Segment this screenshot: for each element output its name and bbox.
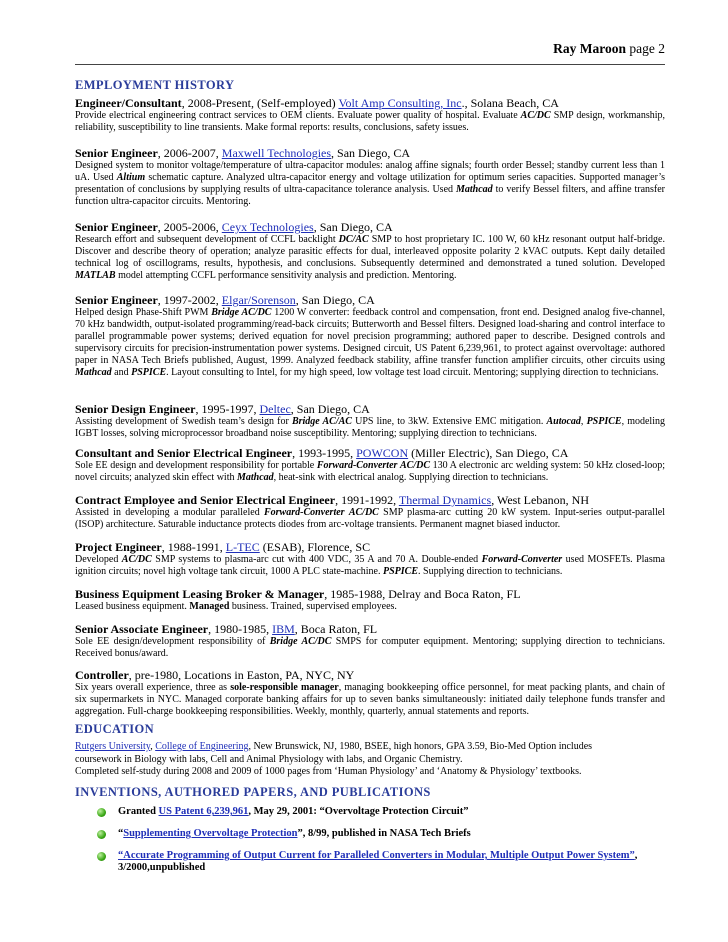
job-title-line bbox=[75, 540, 665, 554]
job-entry bbox=[75, 622, 665, 660]
job-title-line bbox=[75, 668, 665, 682]
job-role: Project Engineer bbox=[75, 540, 162, 554]
education-block: Rutgers University, College of Engineering, New Brunswick, NJ, 1980, BSEE, high honors, GPA 3.59, Bio-Med Option includes coursework in Biology with labs, Cell and Animal Physiology with labs, and Organic Chemistry. Completed self-study during 2008 and 2009 of 1000 pages from ‘Human Physiology’ and ‘Anatomy & Physiology’ textbooks. bbox=[75, 741, 593, 777]
bullet-icon bbox=[97, 830, 106, 839]
job-title-line bbox=[75, 622, 665, 636]
job-role: Engineer/Consultant bbox=[75, 96, 182, 110]
job-dates: , 1991-1992, bbox=[335, 493, 399, 507]
education-line2: coursework in Biology with labs, Cell and Animal Physiology with labs, and Organic Chemistry. bbox=[75, 753, 463, 765]
job-dates: , 2008-Present, (Self-employed) bbox=[181, 96, 339, 110]
company-link[interactable]: Volt Amp Consulting, Inc bbox=[338, 96, 462, 110]
job-entry bbox=[75, 540, 665, 578]
job-title-line bbox=[75, 220, 665, 234]
job-location: , San Diego, CA bbox=[313, 220, 393, 234]
company-link[interactable]: IBM bbox=[272, 622, 295, 636]
job-entry bbox=[75, 220, 665, 282]
job-description bbox=[75, 636, 665, 660]
patent-link[interactable]: US Patent 6,239,961 bbox=[158, 806, 249, 817]
job-description bbox=[75, 682, 665, 718]
job-entry bbox=[75, 493, 665, 531]
job-description bbox=[75, 307, 665, 379]
college-link[interactable]: College of Engineering bbox=[155, 741, 249, 752]
job-entry bbox=[75, 293, 665, 379]
university-link[interactable]: Rutgers University bbox=[75, 741, 151, 752]
paper-link-overvoltage[interactable]: Supplementing Overvoltage Protection bbox=[123, 828, 298, 839]
job-role: Senior Engineer bbox=[75, 220, 158, 234]
job-role: Senior Associate Engineer bbox=[75, 622, 209, 636]
description-text: Six years overall experience, three as sole-responsible manager, managing bookkeeping office personnel, for meat packing plants, and chain of six supermarkets in NYC. Managed corporate banking affairs for up to seven banks simultaneously: initiated daily telephone funds transfer and aggregation. Full-charge bookkeeping responsibilities. Weekly, monthly, quarterly, annual statements and reports. bbox=[75, 682, 665, 717]
education-line1: , New Brunswick, NJ, 1980, BSEE, high honors, GPA 3.59, Bio-Med Option includes bbox=[248, 741, 593, 752]
job-dates: , 2005-2006, bbox=[157, 220, 222, 234]
job-title-line bbox=[75, 493, 665, 507]
job-description bbox=[75, 507, 665, 531]
author-name: Ray Maroon bbox=[553, 41, 627, 56]
job-dates: , 1993-1995, bbox=[292, 446, 357, 460]
job-location: , San Diego, CA bbox=[295, 293, 375, 307]
job-description bbox=[75, 110, 665, 134]
job-role: Senior Design Engineer bbox=[75, 402, 196, 416]
page-number: page 2 bbox=[629, 41, 665, 56]
job-dates: , 1995-1997, bbox=[195, 402, 260, 416]
company-link[interactable]: POWCON bbox=[356, 446, 409, 460]
job-description bbox=[75, 416, 665, 440]
job-entry bbox=[75, 96, 665, 134]
job-title-line bbox=[75, 587, 665, 601]
description-text: Designed system to monitor voltage/temperature of ultra-capacitor modules: analog affine signals; fourth order Bessel; standby current less than 1 uA. Used Altium schematic capture. Analyzed ultra-capacitor energy and voltage utilization for optimum series capacities. Supported manager’s presentation of conclusions by supplying results of ultra-capacitance tolerance analysis. Used Mathcad to verify Bessel filters, and affine transfer function ultra-capacitor circuits. Mentoring. bbox=[75, 160, 665, 207]
description-text: Leased business equipment. Managed business. Trained, supervised employees. bbox=[75, 601, 397, 612]
job-description bbox=[75, 554, 665, 578]
job-description bbox=[75, 160, 665, 208]
job-title-line bbox=[75, 402, 665, 416]
job-title-line bbox=[75, 96, 665, 110]
description-text: Helped design Phase-Shift PWM Bridge AC/DC 1200 W converter: feedback control and compensation, front end. Designed analog five-channel, 70 kHz bandwidth, output-isolated programming/read-back circuits; Butterworth and Bessel filters. Designed load-sharing and control interface to parallel programmable power systems; derived equation for novel precision programming; authored paper to describe. Designed controls and supervisory circuits for precision-instrumentation power systems. Designed circuit, US Patent 6,239,961, to protect against overvoltage: authored paper in NASA Tech Briefs published, August, 1999. Analyzed feedback stability, affine transfer function amplifier circuits, other circuits using Mathcad and PSPICE. Layout consulting to Intel, for my high speed, low voltage test load circuit. Mentoring; supplying direction to technicians. bbox=[75, 307, 665, 378]
job-dates: , 2006-2007, bbox=[157, 146, 222, 160]
job-entry bbox=[75, 146, 665, 208]
description-text: Provide electrical engineering contract services to OEM clients. Evaluate power quality of hospital. Evaluate AC/DC SMP design, workmanship, reliability, susceptibility to line transients. Make formal reports: results, conclusions, safety issues. bbox=[75, 110, 665, 133]
description-text: Assisting development of Swedish team’s design for Bridge AC/AC UPS line, to 3kW. Extensive EMC mitigation. Autocad, PSPICE, modeling IGBT losses, solving microprocessor broadband noise susceptibility. Mentoring; supplying direction to technicians. bbox=[75, 416, 665, 439]
company-link[interactable]: Maxwell Technologies bbox=[221, 146, 332, 160]
job-description bbox=[75, 234, 665, 282]
company-link[interactable]: Elgar/Sorenson bbox=[221, 293, 296, 307]
job-location: , Boca Raton, FL bbox=[294, 622, 378, 636]
description-text: Research effort and subsequent development of CCFL backlight DC/AC SMP to host proprietary IC. 100 W, 60 kHz resonant output half-bridge. Discover and describe theory of operation; analyze parasitic effects for dual, interleaved opposite polarity 2 kVAC outputs. Kept daily detailed technical log of oscillograms, results, hypothesis, and conclusions. Subsequently determined and demonstrated a tuned solution. Developed MATLAB model attempting CCFL performance sensitivity analysis and prediction. Mentoring. bbox=[75, 234, 665, 281]
job-entry bbox=[75, 668, 665, 718]
bullet-icon bbox=[97, 808, 106, 817]
inventions-list bbox=[97, 806, 667, 884]
job-location: (ESAB), Florence, SC bbox=[259, 540, 371, 554]
list-item: Granted US Patent 6,239,961, May 29, 2001: “Overvoltage Protection Circuit” bbox=[97, 806, 667, 818]
job-entry bbox=[75, 446, 665, 484]
job-role: Controller bbox=[75, 668, 129, 682]
job-description bbox=[75, 460, 665, 484]
job-dates: , 1997-2002, bbox=[157, 293, 222, 307]
job-dates: , 1985-1988, Delray and Boca Raton, FL bbox=[324, 587, 521, 601]
bullet-icon bbox=[97, 852, 106, 861]
section-employment: EMPLOYMENT HISTORY bbox=[75, 78, 235, 92]
education-line3: Completed self-study during 2008 and 2009 of 1000 pages from ‘Human Physiology’ and ‘Anatomy & Physiology’ textbooks. bbox=[75, 766, 582, 777]
description-text: Sole EE design and development responsibility for portable Forward-Converter AC/DC 130 A electronic arc welding system: 50 kHz closed-loop; novel circuits; analyzed skin effect with Mathcad, heat-sink with electrical analog. Supplying direction to technicians. bbox=[75, 460, 666, 483]
description-text: Sole EE design/development responsibility of Bridge AC/DC SMPS for computer equipment. Mentoring; supplying direction to technicians. Received bonus/award. bbox=[75, 636, 666, 659]
company-link[interactable]: Deltec bbox=[259, 402, 291, 416]
company-link[interactable]: Thermal Dynamics bbox=[398, 493, 492, 507]
paper-link-programming[interactable]: “Accurate Programming of Output Current for Paralleled Converters in Modular, Multiple Output Power System” bbox=[118, 850, 635, 861]
job-role: Senior Engineer bbox=[75, 146, 158, 160]
job-location: , West Lebanon, NH bbox=[491, 493, 589, 507]
section-education: EDUCATION bbox=[75, 722, 155, 736]
job-role: Business Equipment Leasing Broker & Manager bbox=[75, 587, 325, 601]
job-role: Contract Employee and Senior Electrical Engineer bbox=[75, 493, 336, 507]
page-header bbox=[553, 41, 665, 57]
job-description bbox=[75, 601, 665, 613]
job-entry bbox=[75, 402, 665, 440]
job-title-line bbox=[75, 146, 665, 160]
job-location: , San Diego, CA bbox=[290, 402, 370, 416]
job-location: (Miller Electric), San Diego, CA bbox=[408, 446, 569, 460]
job-location: , San Diego, CA bbox=[331, 146, 411, 160]
header-rule bbox=[75, 64, 665, 65]
description-text: Developed AC/DC SMP systems to plasma-arc cut with 400 VDC, 35 A and 70 A. Double-ended Forward-Converter used MOSFETs. Plasma ignition circuits; novel high voltage tank circuit, 1000 A PLC state-machine. PSPICE. Supplying direction to technicians. bbox=[75, 554, 665, 577]
section-inventions: INVENTIONS, AUTHORED PAPERS, AND PUBLICATIONS bbox=[75, 785, 431, 799]
company-link[interactable]: Ceyx Technologies bbox=[221, 220, 314, 234]
company-link[interactable]: L-TEC bbox=[225, 540, 260, 554]
list-item: “Accurate Programming of Output Current for Paralleled Converters in Modular, Multiple Output Power System”, 3/2000,unpublished bbox=[97, 850, 667, 874]
job-title-line bbox=[75, 293, 665, 307]
list-item: “Supplementing Overvoltage Protection”, 8/99, published in NASA Tech Briefs bbox=[97, 828, 667, 840]
job-dates: , 1980-1985, bbox=[208, 622, 273, 636]
job-location: ., Solana Beach, CA bbox=[461, 96, 559, 110]
job-role: Senior Engineer bbox=[75, 293, 158, 307]
job-dates: , 1988-1991, bbox=[161, 540, 226, 554]
job-entry bbox=[75, 587, 665, 613]
job-role: Consultant and Senior Electrical Engineer bbox=[75, 446, 293, 460]
description-text: Assisted in developing a modular paralleled Forward-Converter AC/DC SMP plasma-arc cutting 20 kW system. Input-series output-parallel (ISOP) architecture. Saturable inductance protects diodes from arc-voltage transients. Permanent magnet biased inductor. bbox=[75, 507, 666, 530]
job-title-line bbox=[75, 446, 665, 460]
job-dates: , pre-1980, Locations in Easton, PA, NYC, NY bbox=[128, 668, 355, 682]
